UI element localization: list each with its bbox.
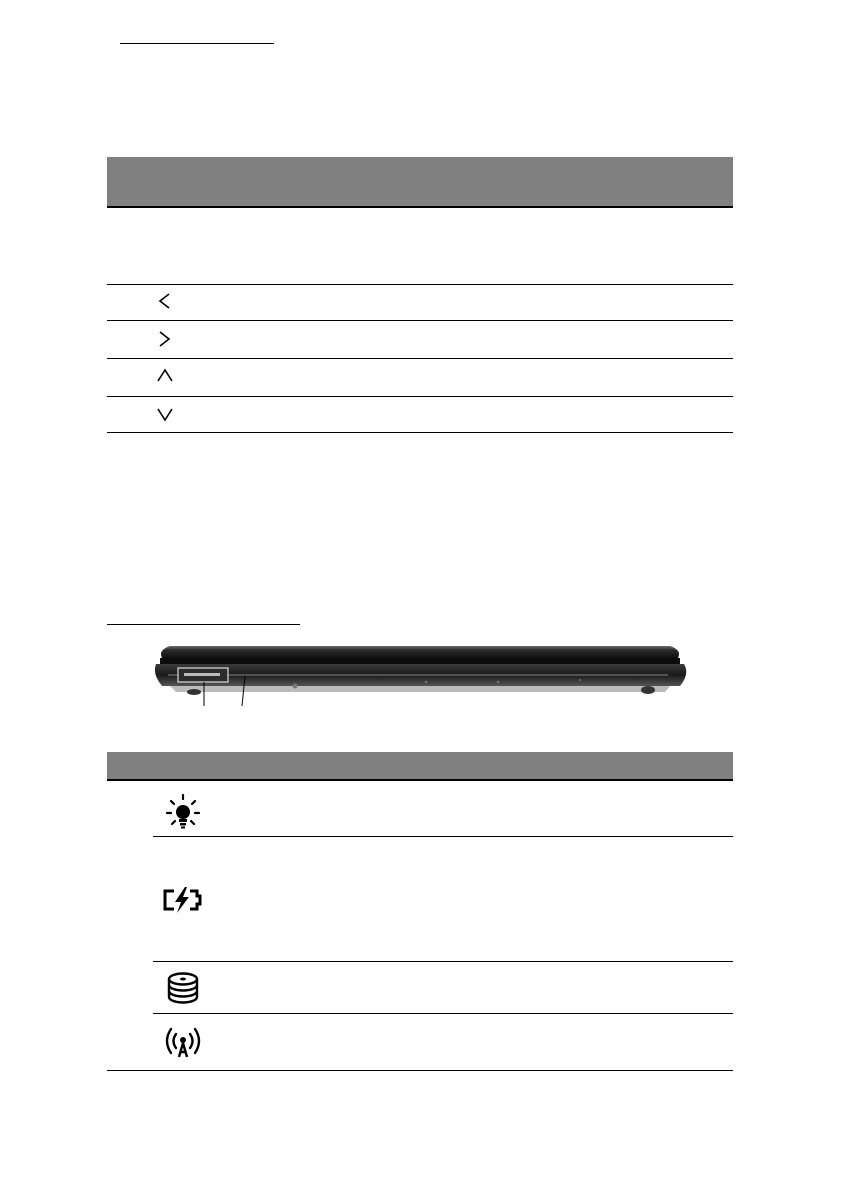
table-row-divider xyxy=(107,320,733,321)
navigation-table-header xyxy=(107,157,733,207)
wireless-icon xyxy=(160,1022,206,1062)
battery-charging-icon xyxy=(160,880,206,920)
front-view-heading-underline xyxy=(107,624,300,625)
table-bottom-rule xyxy=(107,1070,733,1071)
table-row-divider xyxy=(153,961,733,962)
footer-text xyxy=(240,1180,840,1191)
table-row-divider xyxy=(153,1013,733,1014)
chevron-right-icon xyxy=(156,330,174,348)
table-row-divider xyxy=(153,836,733,837)
indicator-table-header xyxy=(107,752,733,780)
indicator-table-header-rule xyxy=(107,779,733,781)
chevron-up-icon xyxy=(156,367,174,385)
top-heading-underline xyxy=(120,43,274,44)
hdd-icon xyxy=(160,968,206,1008)
table-row-divider xyxy=(107,284,733,285)
chevron-left-icon xyxy=(156,292,174,310)
table-row-divider xyxy=(107,396,733,397)
laptop-front-view-image xyxy=(150,630,690,710)
table-row-divider xyxy=(107,358,733,359)
chevron-down-icon xyxy=(156,405,174,423)
navigation-table-header-rule xyxy=(107,206,733,208)
power-light-icon xyxy=(160,793,206,833)
table-bottom-rule xyxy=(107,432,733,433)
